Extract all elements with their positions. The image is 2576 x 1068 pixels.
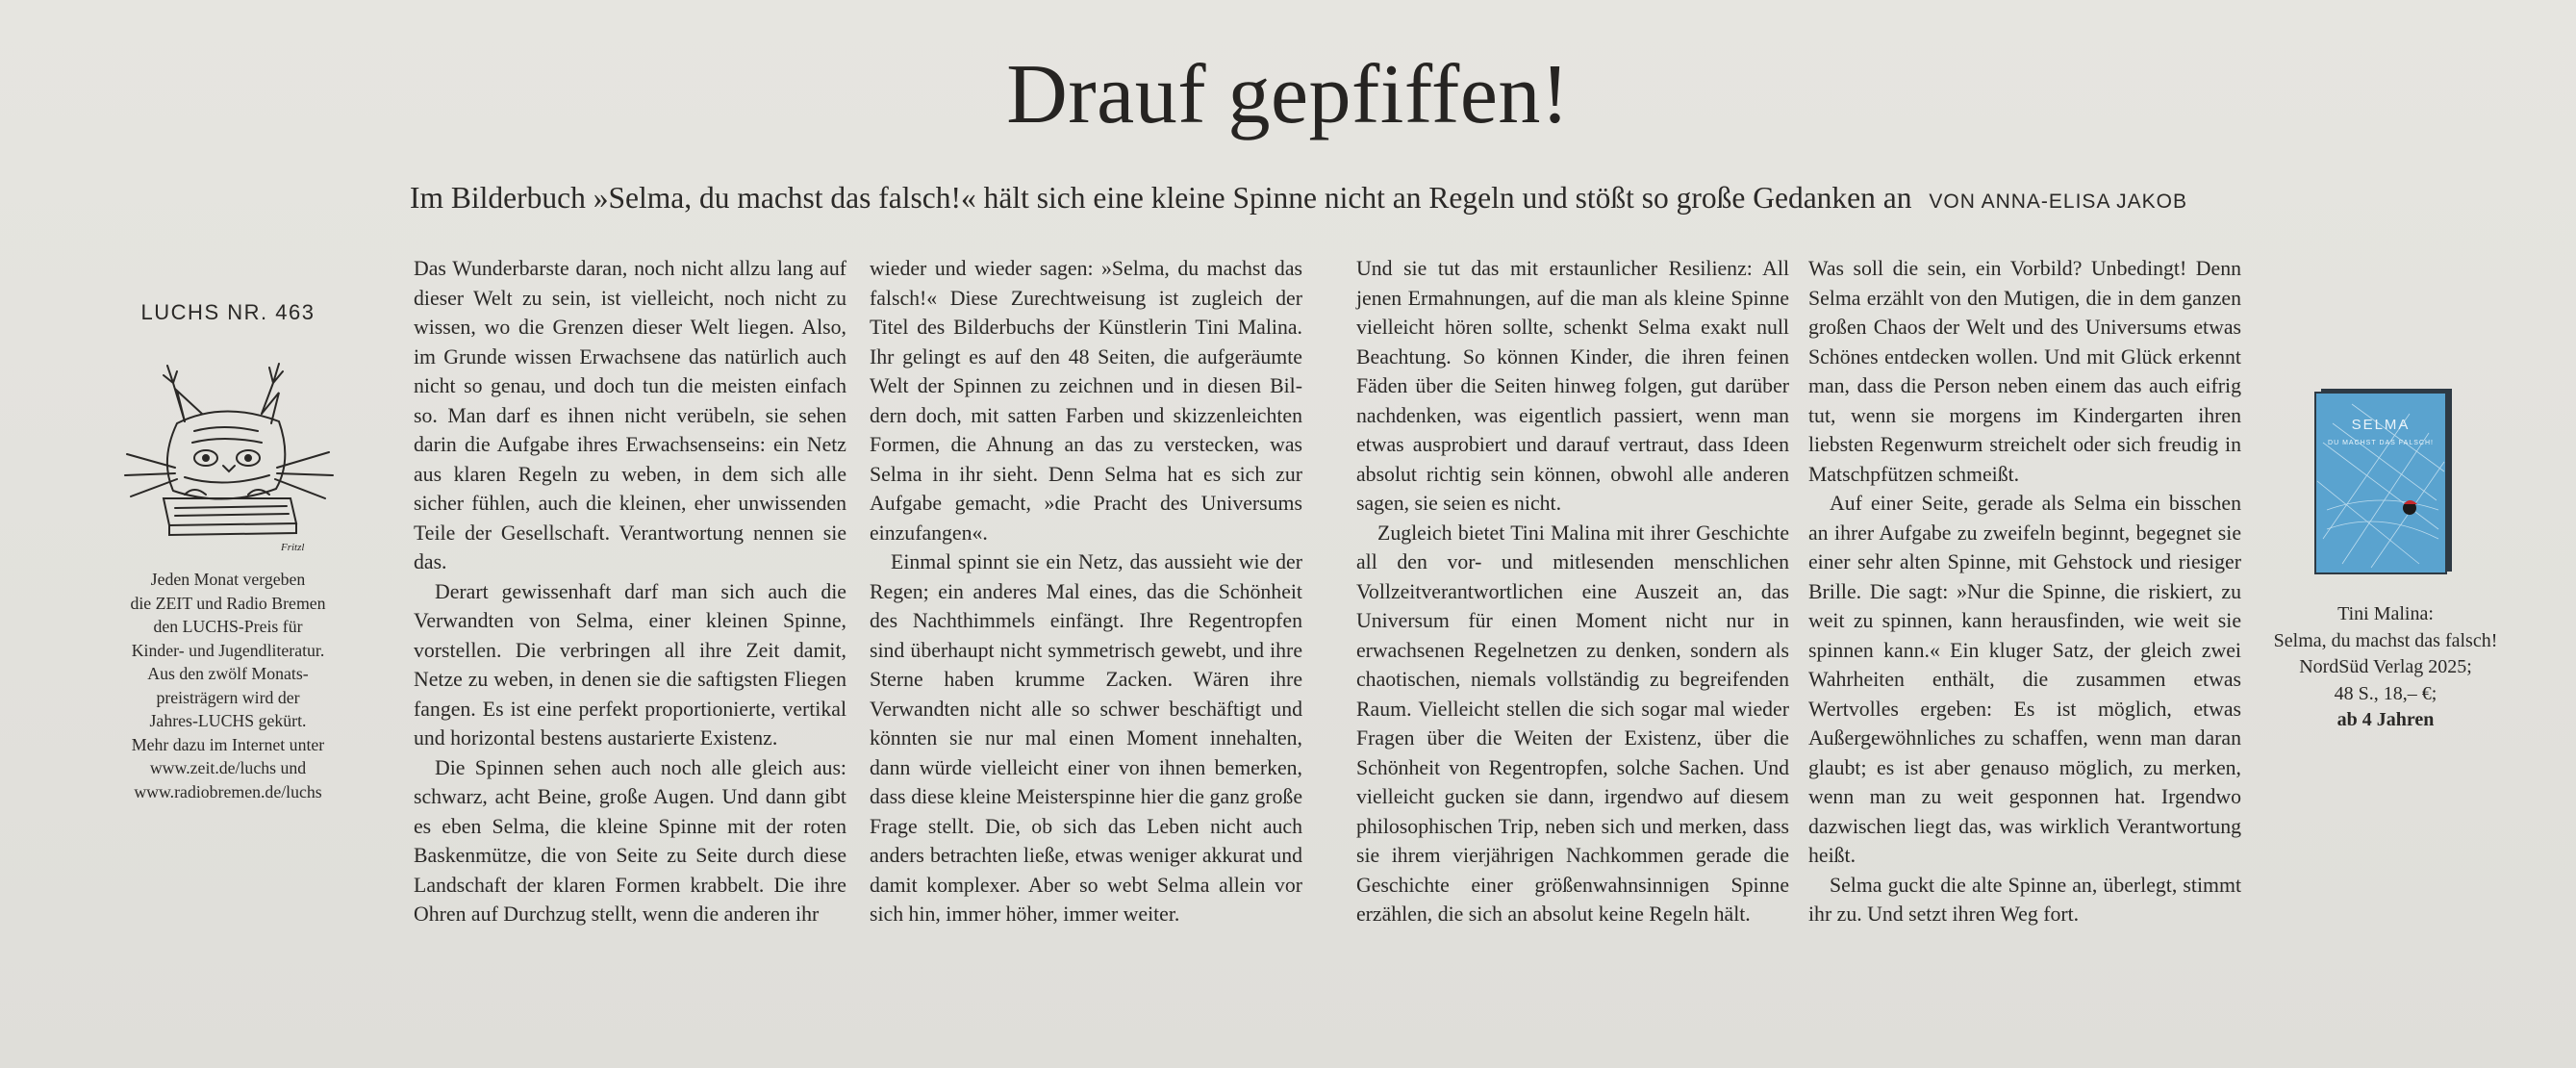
- luchs-info-line: www.radiobremen.de/luchs: [134, 781, 322, 801]
- luchs-info-line: den LUCHS-Preis für: [153, 617, 303, 636]
- luchs-info-line: Kinder- und Jugendliteratur.: [131, 640, 325, 660]
- luchs-info-line: Jahres-LUCHS gekürt.: [149, 711, 307, 730]
- dek: [366, 181, 2232, 216]
- luchs-info-line: Mehr dazu im Internet unter: [131, 734, 325, 754]
- paragraph: Selma guckt die alte Spinne an, überlegt, stimmt ihr zu. Und setzt ihren Weg fort.: [1808, 873, 2241, 926]
- book-title: Selma, du machst das falsch!: [2273, 629, 2498, 651]
- byline: VON ANNA-ELISA JAKOB: [1929, 191, 2187, 213]
- article-column-2: [870, 254, 1302, 929]
- paragraph: Das Wunderbarste daran, noch nicht allzu lang auf dieser Welt zu sein, ist vielleicht, noch nicht zu wissen, wo die Grenzen dieser Welt liegen. Also, im Grunde wissen Erwachsene das natürlich auch nicht so genau, und doch tun die meisten einfach so. Man darf es ihnen nicht verübeln, sie sehen darin die Aufgabe ihres Erwachsenseins: ein Netz aus klaren Regeln zu weben, in dem sich alle sicher fühlen, auch die kleinen, eher unwissenden Teile der Gesellschaft. Verantwortung nennen sie das.: [414, 257, 846, 573]
- paragraph: wieder und wieder sagen: »Selma, du machst das falsch!« Diese Zurechtweisung ist zugleich der Titel des Bilderbuchs der Künstlerin Tini Malina. Ihr gelingt es auf den 48 Seiten, die aufgeräumte Welt der Spinnen zu zeichnen und in diesen Bildern doch, mit satten Farben und skizzenleichten Formen, die Ahnung an das zu verstecken, was Selma in ihr sieht. Denn Selma hat es sich zur Aufgabe gemacht, »die Pracht des Universums einzufangen«.: [870, 257, 1302, 545]
- cover-subtitle: DU MACHST DAS FALSCH!: [2328, 440, 2434, 446]
- book-price: 48 S., 18,– €;: [2334, 682, 2437, 704]
- book-age: ab 4 Jahren: [2336, 709, 2435, 730]
- paragraph: Was soll die sein, ein Vorbild? Unbedingt! Denn Selma erzählt von den Mutigen, die in dem ganzen großen Chaos der Welt und des Universums etwas Schönes entdecken wollen. Und mit Glück erkennt man, dass die Person neben einem das auch eifrig tut, wenn sie morgens im Kindergarten ihren liebsten Regenwurm streichelt oder sich freudig in Matschpfützen schmeißt.: [1808, 257, 2241, 486]
- paragraph: Auf einer Seite, gerade als Selma ein bisschen an ihrer Aufgabe zu zweifeln beginnt, begegnet sie einer sehr alten Spinne, mit Gehstock und riesiger Brille. Die sagt: »Nur die Spinne, die riskiert, zu weit zu spinnen, kann herausfinden, wie weit sie spinnen kann.« Ein kluger Satz, der gleich zwei Wahrheiten enthält, die zusammen etwas Wertvolles ergeben: Es ist möglich, etwas Außergewöhnliches zu schaffen, wenn man daran glaubt; es ist aber genauso möglich, zu merken, wenn man zu weit gesponnen hat. Irgendwo dazwischen liegt das, was wirklich Verantwortung heißt.: [1808, 492, 2241, 867]
- book-publisher: NordSüd Verlag 2025;: [2299, 656, 2472, 677]
- lynx-on-book-drawing: [117, 354, 339, 556]
- paragraph: Einmal spinnt sie ein Netz, das aussieht wie der Regen; ein anderes Mal eines, das die Schönheit des Nachthimmels einfängt. Ihre Regentropfen sind überhaupt nicht symmetrisch gewebt, und ihre Sterne haben krumme Zacken. Wären ihre Verwandten nicht alle so schwer beschäftigt und könnten sie nur mal einen Moment innehalten, dann würde vielleicht einer von ihnen bemerken, dass diese kleine Meisterspinne hier die ganz große Frage stellt. Die, ob sich das Leben nicht auch anders betrachten ließe, etwas weniger akkurat und damit komplexer. Aber so webt Selma allein vor sich hin, immer höher, immer weiter.: [870, 550, 1302, 926]
- luchs-info-line: preisträgern wird der: [156, 687, 300, 707]
- luchs-info-line: Jeden Monat vergeben: [150, 570, 306, 589]
- luchs-info-text: [108, 568, 348, 803]
- article-column-4: [1808, 254, 2241, 929]
- luchs-label: LUCHS NR. 463: [140, 300, 316, 324]
- paragraph: Zugleich bietet Tini Malina mit ihrer Geschichte all den vor- und mitlesenden menschlichen Vollzeitverantwortlichen eine Auszeit an, das Universum für einen Moment nicht nur in erwachsenen Regelnetzen zu denken, sondern als chaotischen, niemals vollständig zu begreifenden Raum. Vielleicht stellen die sich sogar mal wieder Fragen über die Weiten der Existenz, über die Schönheit von Regentropfen, solche Sachen. Und vielleicht gucken sie dann, irgendwo auf diesem philosophischen Trip, neben sich und merken, dass sie ihrem vierjährigen Nachkommen gerade die Geschichte einer größenwahnsinnigen Spinne erzählen, die sich an absolut keine Regeln hält.: [1356, 521, 1789, 926]
- article-column-1: [414, 254, 846, 929]
- book-cover-image: [2313, 385, 2456, 575]
- luchs-info-line: die ZEIT und Radio Bremen: [130, 593, 326, 613]
- drawing-signature: Fritzl: [281, 542, 305, 553]
- book-author: Tini Malina:: [2337, 603, 2434, 624]
- luchs-info-line: www.zeit.de/luchs und: [149, 758, 307, 777]
- headline: Drauf gepfiffen!: [1006, 48, 1570, 141]
- luchs-info-line: Aus den zwölf Monats-: [147, 664, 309, 683]
- cover-title: SELMA: [2351, 417, 2411, 433]
- luchs-sidebar: [108, 300, 348, 803]
- article-column-3: [1356, 254, 1789, 929]
- paragraph: Derart gewissenhaft darf man sich auch die Verwandten von Selma, einer kleinen Spinne, vorstellen. Die verbringen all ihre Zeit damit, Netze zu weben, in denen sie die saftigsten Fliegen fangen. Es ist eine perfekt proportionierte, vertikal und horizontal bestens austarierte Existenz.: [414, 579, 846, 750]
- paragraph: Die Spinnen sehen auch noch alle gleich aus: schwarz, acht Beine, große Augen. Und dann gibt es eben Selma, die kleine Spinne mit der roten Baskenmütze, die von Seite zu Seite durch diese Landschaft der klaren Formen krabbelt. Die ihre Ohren auf Durchzug stellt, wenn die anderen ihr: [414, 755, 846, 926]
- dek-text: Im Bilderbuch »Selma, du machst das falsch!« hält sich eine kleine Spinne nicht an Regeln und stößt so große Gedanken an: [410, 181, 1912, 215]
- paragraph: Und sie tut das mit erstaunlicher Resilienz: All jenen Ermahnungen, auf die man als kleine Spinne vielleicht hören sollte, schenkt Selma exakt null Beachtung. So können Kinder, die ihren feinen Fäden über die Seiten hinweg folgen, gut darüber nachdenken, was eigentlich passiert, wenn man etwas ausprobiert und darauf vertraut, dass Ideen absolut richtig sein können, obwohl alle anderen sagen, sie seien es nicht.: [1356, 257, 1789, 515]
- book-info: [2251, 601, 2520, 734]
